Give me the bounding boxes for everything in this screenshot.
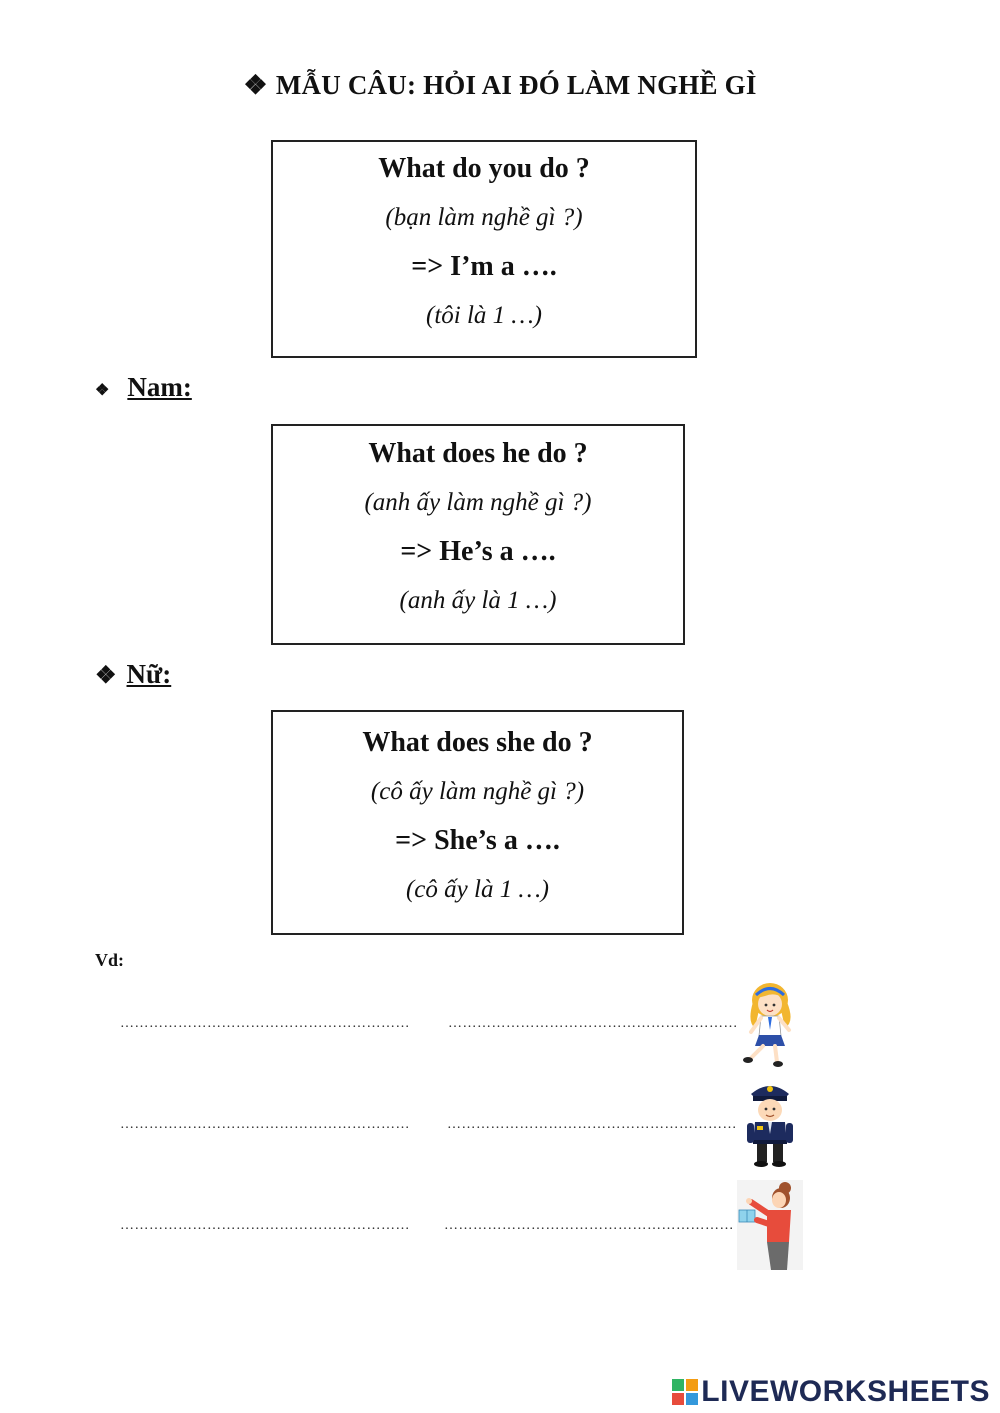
section-male-label: Nam: bbox=[127, 372, 192, 402]
logo-mark-icon bbox=[672, 1379, 698, 1405]
pattern-box-he bbox=[271, 424, 685, 645]
answer-he: => He’s a …. bbox=[400, 536, 556, 567]
answer-blank-3a[interactable]: …………………………………………………… bbox=[120, 1218, 410, 1233]
section-male-bullet: ❖ bbox=[95, 381, 110, 399]
answer-he-translation: (anh ấy là 1 …) bbox=[399, 587, 557, 614]
title-text: MẪU CÂU: HỎI AI ĐÓ LÀM NGHỀ GÌ bbox=[275, 70, 757, 100]
answer-blank-2a[interactable]: …………………………………………………… bbox=[120, 1117, 410, 1132]
question-she-translation: (cô ấy làm nghề gì ?) bbox=[370, 778, 585, 805]
example-label: Vd: bbox=[95, 950, 125, 970]
police-officer-image bbox=[735, 1078, 805, 1168]
answer-she-translation: (cô ấy là 1 …) bbox=[405, 876, 550, 903]
section-female bbox=[95, 659, 171, 690]
answer-blank-1a[interactable]: …………………………………………………… bbox=[120, 1016, 410, 1031]
liveworksheets-logo bbox=[672, 1375, 990, 1409]
schoolgirl-image bbox=[735, 980, 805, 1070]
teacher-image bbox=[737, 1180, 803, 1270]
pattern-box-she bbox=[271, 710, 684, 935]
answer-blank-3b[interactable]: …………………………………………………… bbox=[444, 1218, 734, 1233]
question-she: What does she do ? bbox=[362, 727, 593, 758]
title-bullet: ❖ bbox=[243, 70, 268, 100]
question-he-translation: (anh ấy làm nghề gì ?) bbox=[364, 489, 592, 516]
section-female-bullet: ❖ bbox=[95, 663, 117, 689]
logo-text: LIVEWORKSHEETS bbox=[701, 1375, 990, 1408]
section-male bbox=[95, 372, 192, 403]
answer-blank-2b[interactable]: …………………………………………………… bbox=[447, 1117, 737, 1132]
pattern-box-you bbox=[271, 140, 697, 358]
answer-you-translation: (tôi là 1 …) bbox=[426, 302, 542, 329]
question-you: What do you do ? bbox=[378, 153, 590, 184]
page-title bbox=[0, 70, 1000, 101]
section-female-label: Nữ: bbox=[126, 659, 172, 689]
answer-she: => She’s a …. bbox=[395, 825, 560, 856]
answer-blank-1b[interactable]: …………………………………………………… bbox=[448, 1016, 738, 1031]
question-he: What does he do ? bbox=[368, 438, 588, 469]
answer-you: => I’m a …. bbox=[411, 251, 557, 282]
question-you-translation: (bạn làm nghề gì ?) bbox=[385, 204, 583, 231]
